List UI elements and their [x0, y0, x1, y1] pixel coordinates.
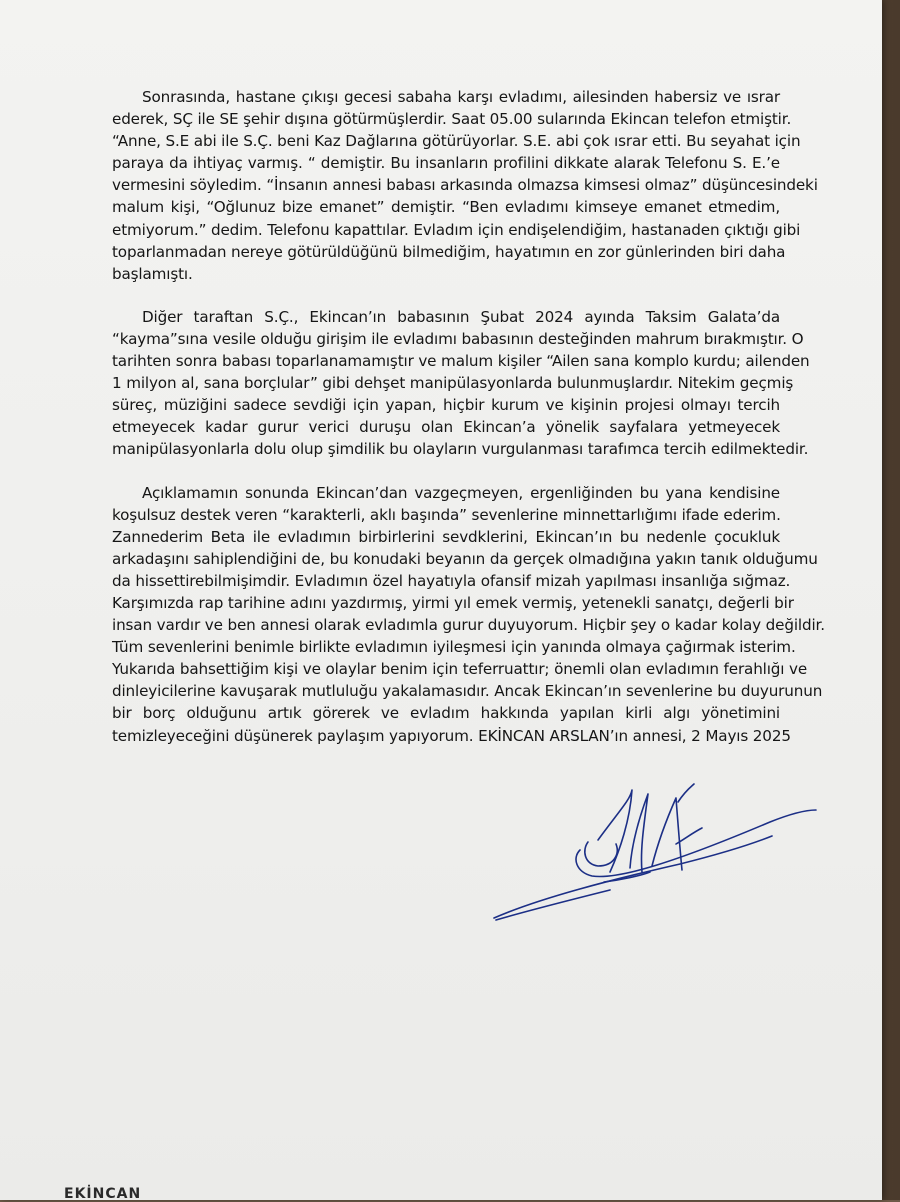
text-line: insan vardır ve ben annesi olarak evladımla gurur duyuyorum. Hiçbir şey o kadar kolay değildir. [112, 616, 825, 635]
text-line: paraya da ihtiyaç varmış. “ demiştir. Bu insanların profilini dikkate alarak Telefonu S. E.’e [112, 154, 780, 173]
text-line: manipülasyonlarla dolu olup şimdilik bu olayların vurgulanması tarafımca tercih edilmektedir. [112, 440, 809, 459]
text-line: etmeyecek kadar gurur verici duruşu olan Ekincan’a yönelik sayfalara yetmeyecek [112, 418, 780, 437]
text-line: temizleyeceğini düşünerek paylaşım yapıyorum. EKİNCAN ARSLAN’ın annesi, 2 Mayıs 2025 [112, 726, 791, 745]
paragraph-1 [112, 86, 818, 285]
paragraph-3 [112, 482, 825, 747]
text-line: bir borç olduğunu artık görerek ve evladım hakkında yapılan kirli algı yönetimini [112, 704, 780, 723]
paragraph-2 [112, 306, 810, 461]
text-line: tarihten sonra babası toparlanamamıştır ve malum kişiler “Ailen sana komplo kurdu; ailenden [112, 352, 810, 371]
letter-body [112, 86, 825, 768]
text-line: arkadaşını sahiplendiğini de, bu konudaki beyanın da gerçek olmadığına yakın tanık olduğumu [112, 549, 818, 568]
text-line: dinleyicilerine kavuşarak mutluluğu yakalamasıdır. Ancak Ekincan’ın sevenlerine bu duyurunun [112, 682, 823, 701]
text-line: “Anne, S.E abi ile S.Ç. beni Kaz Dağlarına götürüyorlar. S.E. abi çok ısrar etti. Bu seyahat için [112, 132, 801, 151]
text-line: “kayma”sına vesile olduğu girişim ile evladımı babasının desteğinden mahrum bırakmıştır. O [112, 329, 804, 348]
text-line: Tüm sevenlerini benimle birlikte evladımın iyileşmesi için yanında olmaya çağırmak isterim. [112, 638, 796, 657]
text-line: etmiyorum.” dedim. Telefonu kapattılar. Evladım için endişelendiğim, hastanaden çıktığı gibi [112, 220, 801, 239]
text-line: da hissettirebilmişimdir. Evladımın özel hayatıyla ofansif mizah yapılması insanlığa sığmaz. [112, 571, 791, 590]
text-line: Karşımızda rap tarihine adını yazdırmış, yirmi yıl emek vermiş, yetenekli sanatçı, değerli bir [112, 593, 794, 612]
text-line: başlamıştı. [112, 264, 193, 283]
text-line: malum kişi, “Oğlunuz bize emanet” demiştir. “Ben evladımı kimseye emanet etmedim, [112, 198, 780, 217]
text-line: Sonrasında, hastane çıkışı gecesi sabaha karşı evladımı, ailesinden habersiz ve ısrar [142, 88, 780, 106]
text-line: Yukarıda bahsettiğim kişi ve olaylar benim için teferruattır; önemli olan evladımın ferahlığı ve [112, 660, 808, 679]
text-line: koşulsuz destek veren “karakterli, aklı başında” sevenlerine minnettarlığımı ifade ederim. [112, 505, 781, 524]
text-line: vermesini söyledim. “İnsanın annesi babası arkasında olmazsa kimsesi olmaz” düşüncesindeki [112, 176, 818, 195]
handwritten-signature [480, 780, 840, 930]
cut-off-footer-text: EKİNCAN [64, 1186, 142, 1202]
text-line: 1 milyon al, sana borçlular” gibi dehşet manipülasyonlarda bulunmuşlardır. Nitekim geçmiş [112, 374, 794, 393]
text-line: Açıklamamın sonunda Ekincan’dan vazgeçmeyen, ergenliğinden bu yana kendisine [142, 483, 780, 502]
text-line: toparlanmadan nereye götürüldüğünü bilmediğim, hayatımın en zor günlerinden biri daha [112, 242, 786, 261]
text-line: Diğer taraftan S.Ç., Ekincan’ın babasının Şubat 2024 ayında Taksim Galata’da [142, 307, 780, 326]
text-line: Zannederim Beta ile evladımın birbirlerini sevdklerini, Ekincan’ın bu nedenle çocukluk [112, 527, 780, 546]
text-line: ederek, SÇ ile SE şehir dışına götürmüşlerdir. Saat 05.00 sularında Ekincan telefon etmiştir. [112, 110, 792, 129]
text-line: süreç, müziğini sadece sevdiği için yapan, hiçbir kurum ve kişinin projesi olmayı tercih [112, 396, 780, 415]
